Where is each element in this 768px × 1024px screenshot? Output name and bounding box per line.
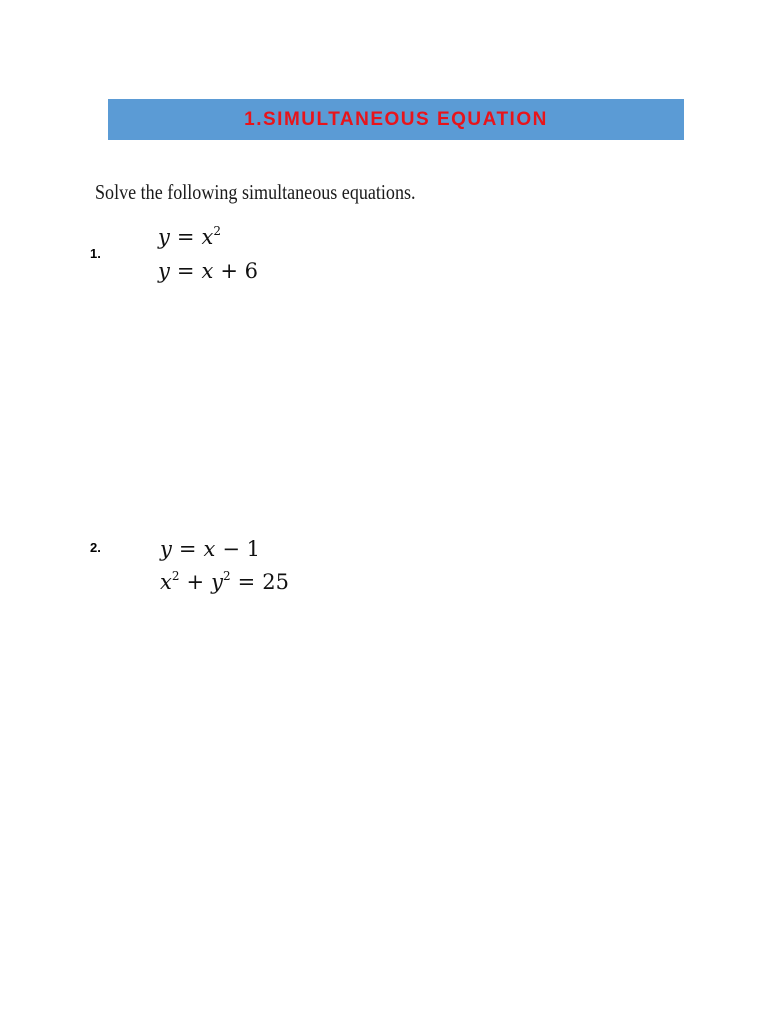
eq-var: y bbox=[158, 225, 170, 249]
eq-var: x bbox=[203, 537, 216, 561]
eq-rest: − 1 bbox=[222, 537, 260, 561]
eq-exponent: 2 bbox=[171, 569, 180, 583]
eq-operator: = bbox=[237, 570, 256, 594]
question-1-number: 1. bbox=[90, 246, 101, 261]
eq-var: y bbox=[211, 570, 223, 594]
question-2-number: 2. bbox=[90, 540, 101, 555]
eq-operator: = bbox=[176, 259, 195, 283]
eq-rest: 25 bbox=[262, 570, 289, 594]
section-header-bar bbox=[108, 99, 684, 140]
question-1-equation-2 bbox=[158, 259, 258, 283]
question-1-equation-1 bbox=[158, 225, 221, 249]
eq-var: x bbox=[201, 259, 214, 283]
eq-operator: = bbox=[178, 537, 197, 561]
eq-var: x bbox=[160, 570, 172, 594]
eq-var: y bbox=[158, 259, 170, 283]
eq-var: y bbox=[160, 537, 172, 561]
question-2-equation-2 bbox=[160, 570, 289, 594]
instruction-text: Solve the following simultaneous equations. bbox=[95, 180, 416, 204]
eq-rest: + 6 bbox=[220, 259, 258, 283]
eq-operator: = bbox=[176, 225, 195, 249]
section-title: 1.SIMULTANEOUS EQUATION bbox=[244, 108, 548, 130]
eq-operator: + bbox=[186, 570, 205, 594]
eq-var: x bbox=[201, 225, 214, 249]
eq-exponent: 2 bbox=[222, 569, 231, 583]
question-2-equation-1 bbox=[160, 537, 260, 561]
eq-exponent: 2 bbox=[213, 224, 221, 238]
